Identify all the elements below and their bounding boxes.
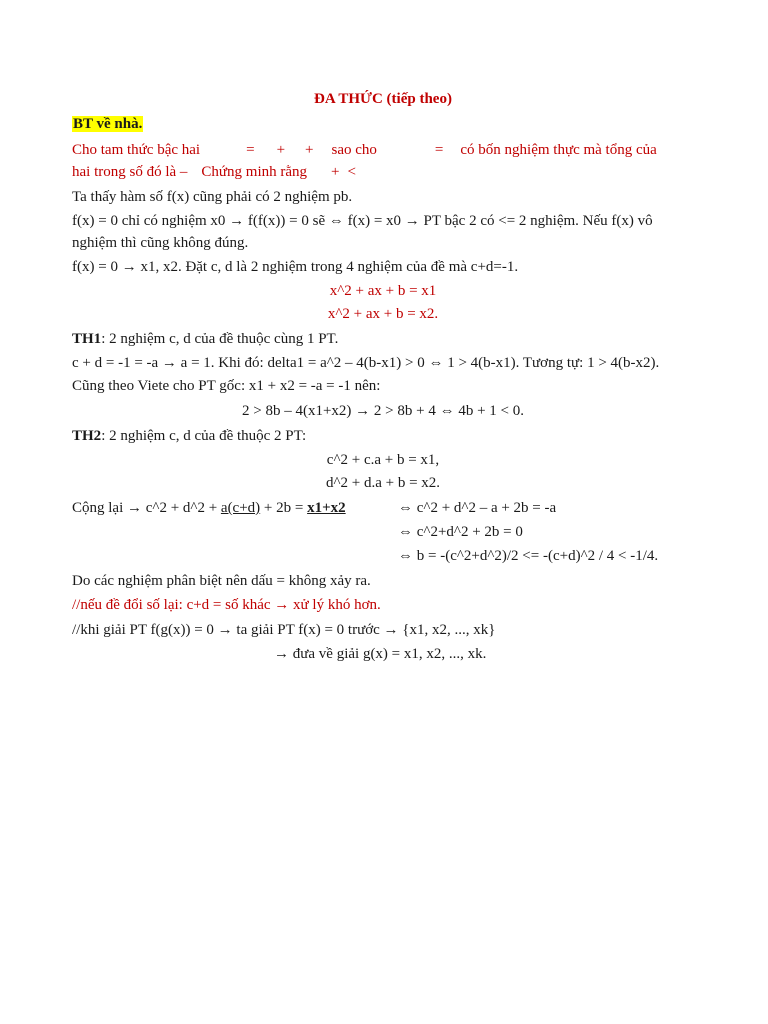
sum-underlined-term: a(c+d) <box>220 500 261 516</box>
case-2-line <box>72 426 306 446</box>
problem-symbol-1: = <box>246 142 255 158</box>
case-2-text: : 2 nghiệm c, d của đề thuộc 2 PT: <box>101 428 307 444</box>
problem-text-4: hai trong số đó là – <box>72 164 188 180</box>
sum-line <box>72 498 346 518</box>
homework-highlight: BT về nhà. <box>73 116 143 132</box>
problem-line-2 <box>72 162 356 182</box>
problem-text-2: sao cho <box>331 142 377 158</box>
text-line-3: nghiệm thì cũng không đúng. <box>72 235 249 251</box>
text-line-6: Cũng theo Viete cho PT gốc: x1 + x2 = -a = -1 nên: <box>72 378 381 394</box>
equation-4: d^2 + d.a + b = x2. <box>325 475 441 491</box>
doc-title: ĐA THỨC (tiếp theo) <box>314 91 452 107</box>
problem-symbol-2: + <box>276 142 286 158</box>
text-line-7: 2 > 8b – 4(x1+x2) → 2 > 8b + 4 ⇔ 4b + 1 < 0. <box>242 403 524 419</box>
derivation-step-1: ⇔ c^2 + d^2 – a + 2b = -a <box>398 500 557 516</box>
case-2-label: TH2 <box>72 428 102 444</box>
problem-text-5: Chứng minh rằng <box>201 164 308 180</box>
problem-symbol-4: = <box>434 142 444 158</box>
case-1-text: : 2 nghiệm c, d của đề thuộc cùng 1 PT. <box>101 331 339 347</box>
case-1-line <box>72 329 338 349</box>
text-line-1: Ta thấy hàm số f(x) cũng phải có 2 nghiệm pb. <box>72 189 353 205</box>
text-line-8: Do các nghiệm phân biệt nên dấu = không xảy ra. <box>72 573 371 589</box>
equation-3: c^2 + c.a + b = x1, <box>326 452 440 468</box>
sum-text-a: Cộng lại → c^2 + d^2 + <box>72 500 221 516</box>
note-line-2: //khi giải PT f(g(x)) = 0 → ta giải PT f(x) = 0 trước → {x1, x2, ..., xk} <box>72 622 496 638</box>
note-line-1: //nếu đề đổi số lại: c+d = số khác → xử lý khó hơn. <box>72 597 381 613</box>
problem-symbol-3: + <box>305 142 314 158</box>
sum-text-c: + 2b = <box>260 500 308 516</box>
text-line-2: f(x) = 0 chỉ có nghiệm x0 → f(f(x)) = 0 sẽ ⇔ f(x) = x0 → PT bậc 2 có <= 2 nghiệm. Nếu f(x) vô <box>72 213 653 229</box>
problem-line-1 <box>72 140 657 160</box>
equation-2: x^2 + ax + b = x2. <box>327 306 439 322</box>
derivation-step-3: ⇔ b = -(c^2+d^2)/2 <= -(c+d)^2 / 4 < -1/4. <box>398 548 659 564</box>
problem-text-1: Cho tam thức bậc hai <box>72 142 201 158</box>
text-line-5: c + d = -1 = -a → a = 1. Khi đó: delta1 = a^2 – 4(b-x1) > 0 ⇔ 1 > 4(b-x1). Tương tự: 1 > 4(b-x2). <box>72 355 660 371</box>
note-line-3: → đưa về giải g(x) = x1, x2, ..., xk. <box>274 646 487 662</box>
equation-1: x^2 + ax + b = x1 <box>329 283 437 299</box>
homework-label <box>72 114 143 134</box>
problem-symbol-5: + <box>331 164 340 180</box>
sum-bold-term: x1+x2 <box>307 500 346 516</box>
problem-symbol-6: < <box>347 164 356 180</box>
case-1-label: TH1 <box>72 331 102 347</box>
text-line-4: f(x) = 0 → x1, x2. Đặt c, d là 2 nghiệm trong 4 nghiệm của đề mà c+d=-1. <box>72 259 519 275</box>
derivation-step-2: ⇔ c^2+d^2 + 2b = 0 <box>398 524 523 540</box>
problem-text-3: có bốn nghiệm thực mà tổng của <box>460 142 657 158</box>
